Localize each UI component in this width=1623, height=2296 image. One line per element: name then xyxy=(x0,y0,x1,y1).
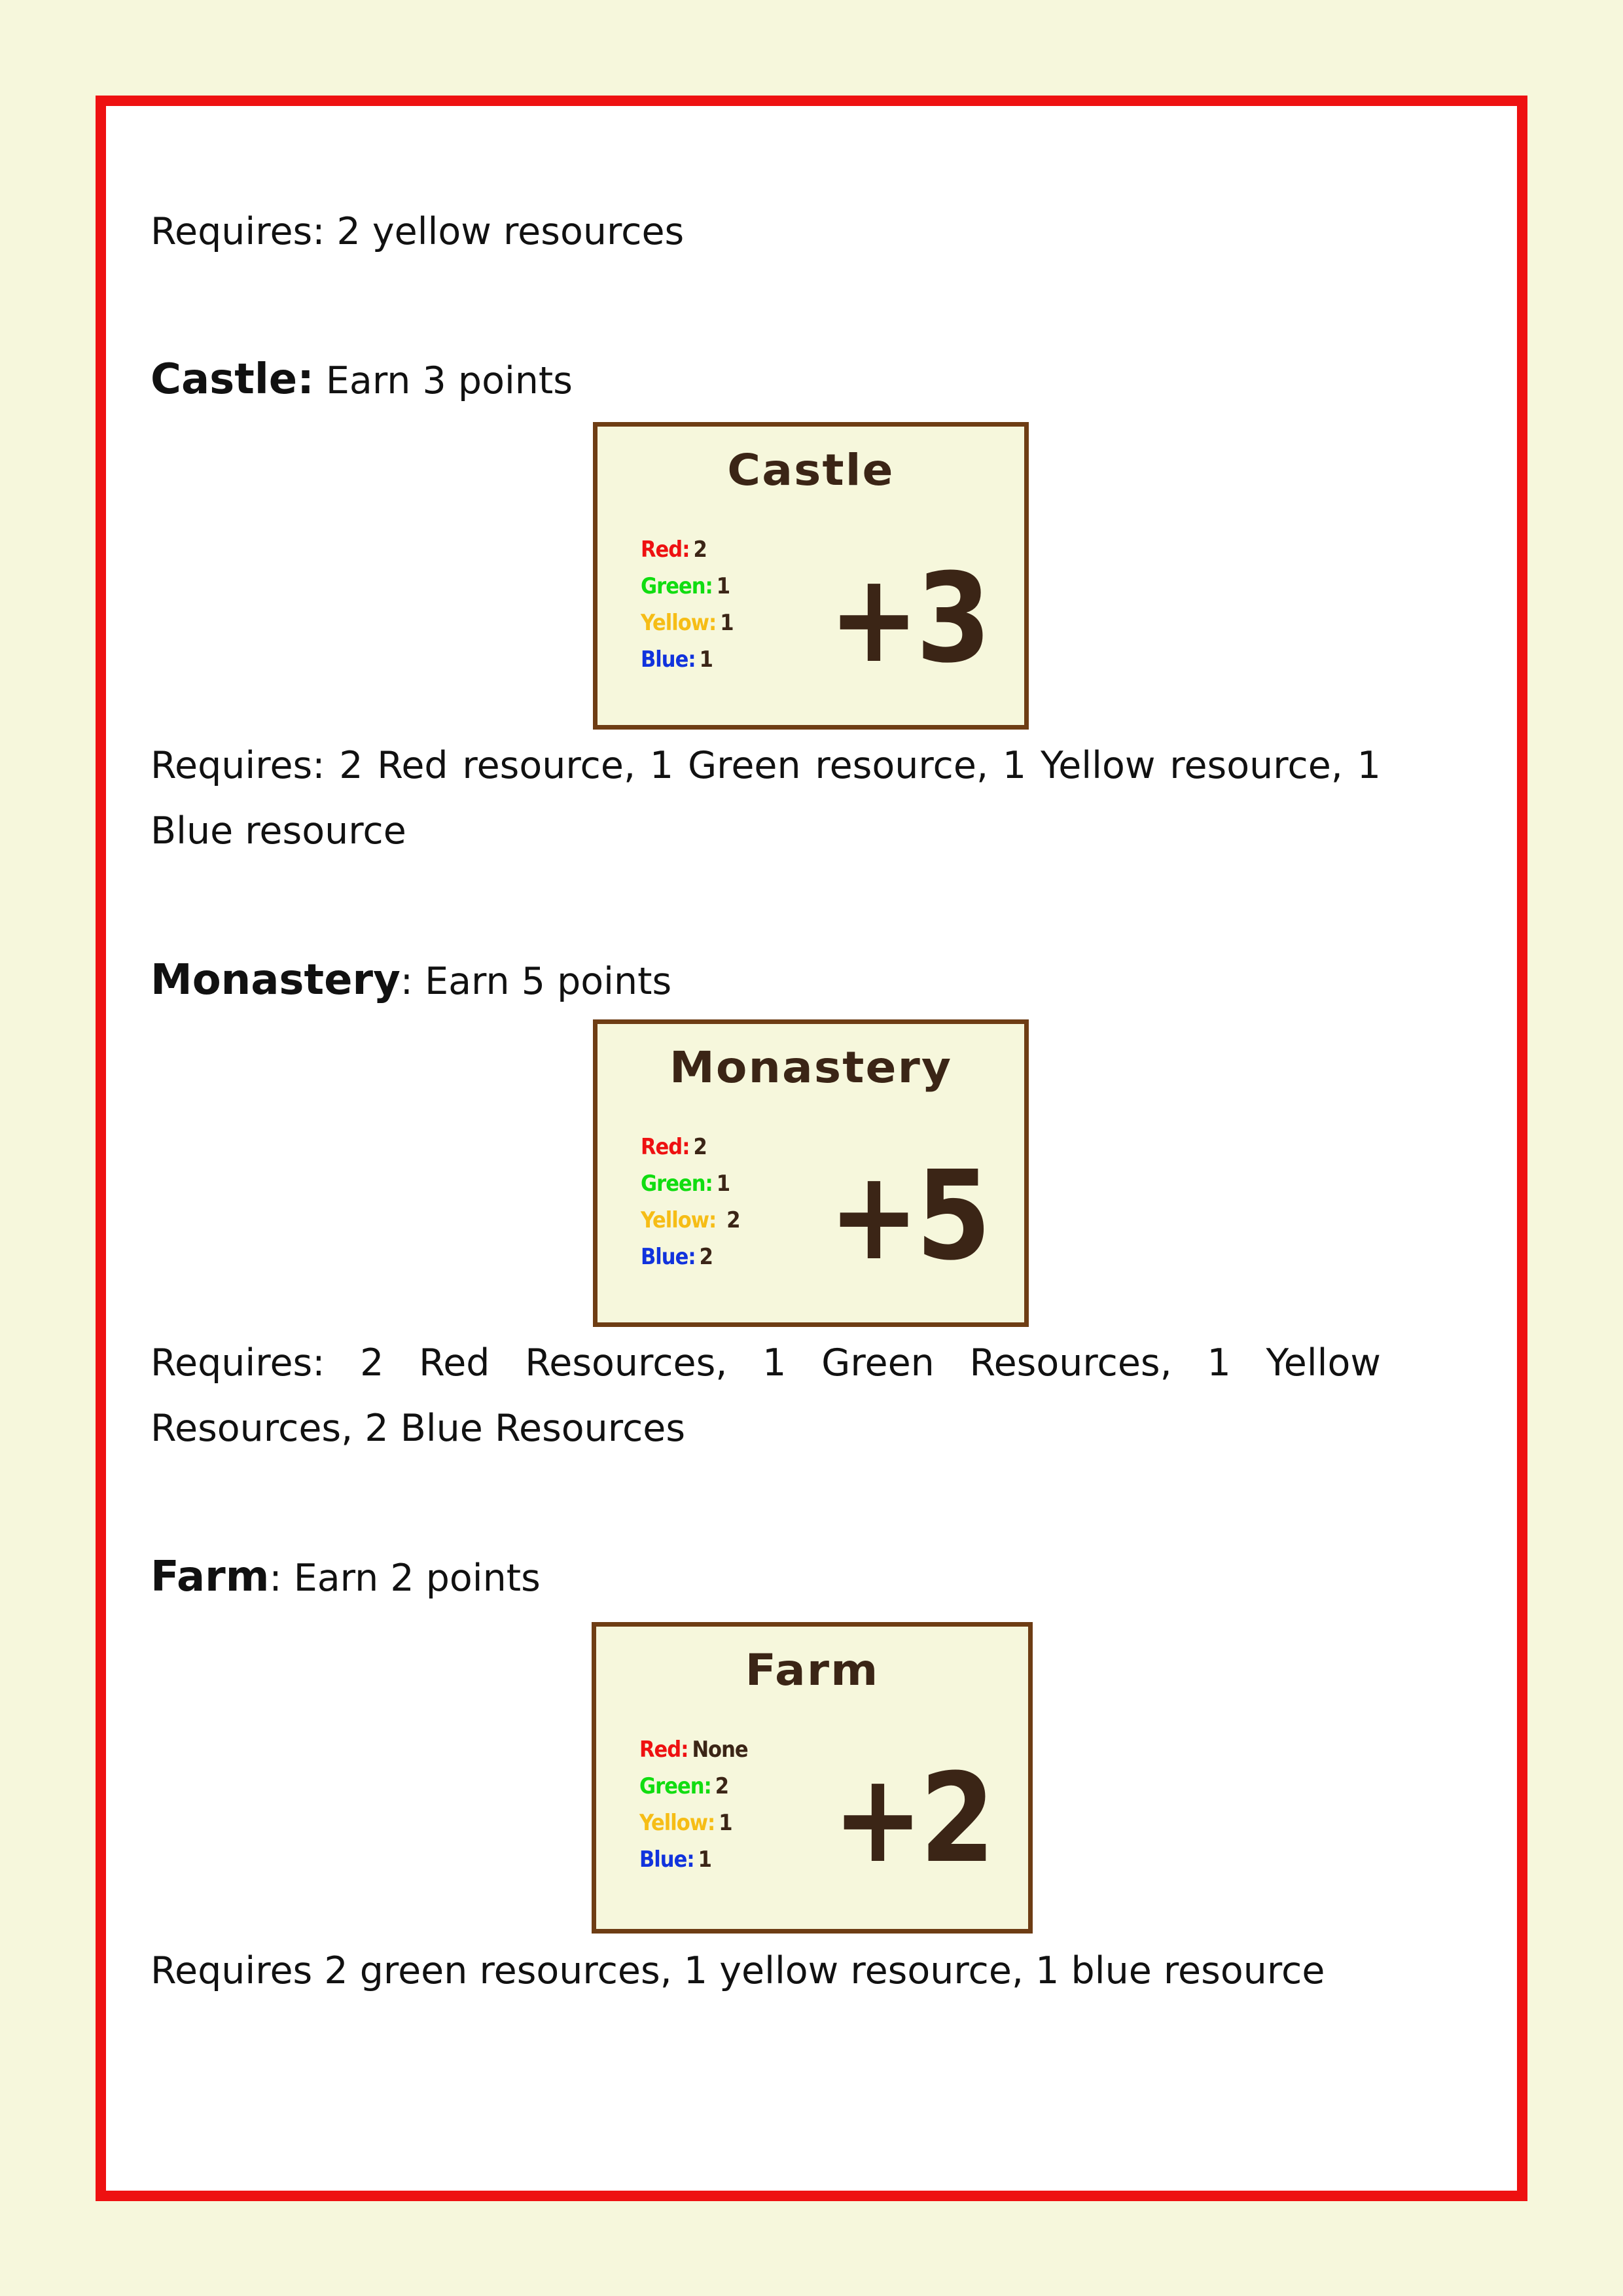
farm-card-resources xyxy=(639,1731,748,1878)
resource-amount: 1 xyxy=(720,610,734,636)
monastery-resource-blue xyxy=(641,1239,740,1275)
resource-amount: 2 xyxy=(693,537,707,563)
resource-label: Green: xyxy=(641,573,713,599)
farm-requirement: Requires 2 green resources, 1 yellow resource, 1 blue resource xyxy=(151,1949,1325,1992)
farm-resource-blue xyxy=(639,1841,748,1878)
farm-card-title: Farm xyxy=(745,1645,880,1695)
resource-label: Yellow: xyxy=(641,1207,717,1233)
monastery-heading-rest: : Earn 5 points xyxy=(400,960,672,1003)
resource-amount: 2 xyxy=(715,1773,729,1799)
resource-label: Yellow: xyxy=(641,610,717,636)
castle-heading xyxy=(151,347,573,414)
resource-amount: 1 xyxy=(716,573,730,599)
castle-resource-yellow xyxy=(641,605,734,641)
resource-label: Blue: xyxy=(641,1244,696,1270)
resource-amount: 2 xyxy=(726,1207,740,1233)
monastery-heading xyxy=(151,947,671,1014)
monastery-card-resources xyxy=(641,1129,740,1275)
castle-heading-name: Castle: xyxy=(151,355,314,404)
monastery-requirement: Requires: 2 Red Resources, 1 Green Resources, 1 Yellow Resources, 2 Blue Resources xyxy=(151,1341,1381,1450)
resource-label: Red: xyxy=(641,537,690,563)
monastery-resource-yellow xyxy=(641,1202,740,1239)
resource-label: Red: xyxy=(639,1737,688,1763)
farm-card xyxy=(592,1622,1033,1934)
castle-resource-red xyxy=(641,531,734,568)
farm-heading-name: Farm xyxy=(151,1553,270,1601)
farm-card-points: +2 xyxy=(832,1747,991,1890)
intro-requirement: Requires: 2 yellow resources xyxy=(151,210,685,253)
resource-amount: 1 xyxy=(698,1846,711,1873)
castle-card xyxy=(593,422,1029,730)
castle-card-points: +3 xyxy=(828,547,988,690)
resource-amount: 1 xyxy=(719,1810,732,1836)
monastery-resource-green xyxy=(641,1165,740,1202)
farm-heading-rest: : Earn 2 points xyxy=(269,1557,541,1600)
resource-label: Blue: xyxy=(639,1846,694,1873)
resource-amount: 2 xyxy=(693,1134,707,1160)
resource-label: Red: xyxy=(641,1134,690,1160)
resource-label: Green: xyxy=(639,1773,711,1799)
castle-heading-rest: Earn 3 points xyxy=(313,359,573,402)
resource-label: Yellow: xyxy=(639,1810,715,1836)
monastery-card-points: +5 xyxy=(828,1144,988,1288)
monastery-resource-red xyxy=(641,1129,740,1165)
resource-amount: None xyxy=(692,1737,748,1763)
farm-heading xyxy=(151,1544,541,1611)
monastery-card-title: Monastery xyxy=(669,1042,953,1093)
resource-label: Green: xyxy=(641,1171,713,1197)
resource-amount: 1 xyxy=(716,1171,730,1197)
farm-resource-red xyxy=(639,1731,748,1768)
farm-resource-green xyxy=(639,1768,748,1805)
monastery-card xyxy=(593,1019,1029,1327)
farm-resource-yellow xyxy=(639,1805,748,1841)
monastery-heading-name: Monastery xyxy=(151,956,401,1004)
castle-requirement: Requires: 2 Red resource, 1 Green resource, 1 Yellow resource, 1 Blue resource xyxy=(151,744,1381,853)
castle-card-title: Castle xyxy=(727,445,895,495)
castle-resource-blue xyxy=(641,641,734,678)
castle-resource-green xyxy=(641,568,734,605)
resource-label: Blue: xyxy=(641,646,696,673)
resource-amount: 2 xyxy=(699,1244,713,1270)
resource-amount: 1 xyxy=(699,646,713,673)
castle-card-resources xyxy=(641,531,734,678)
